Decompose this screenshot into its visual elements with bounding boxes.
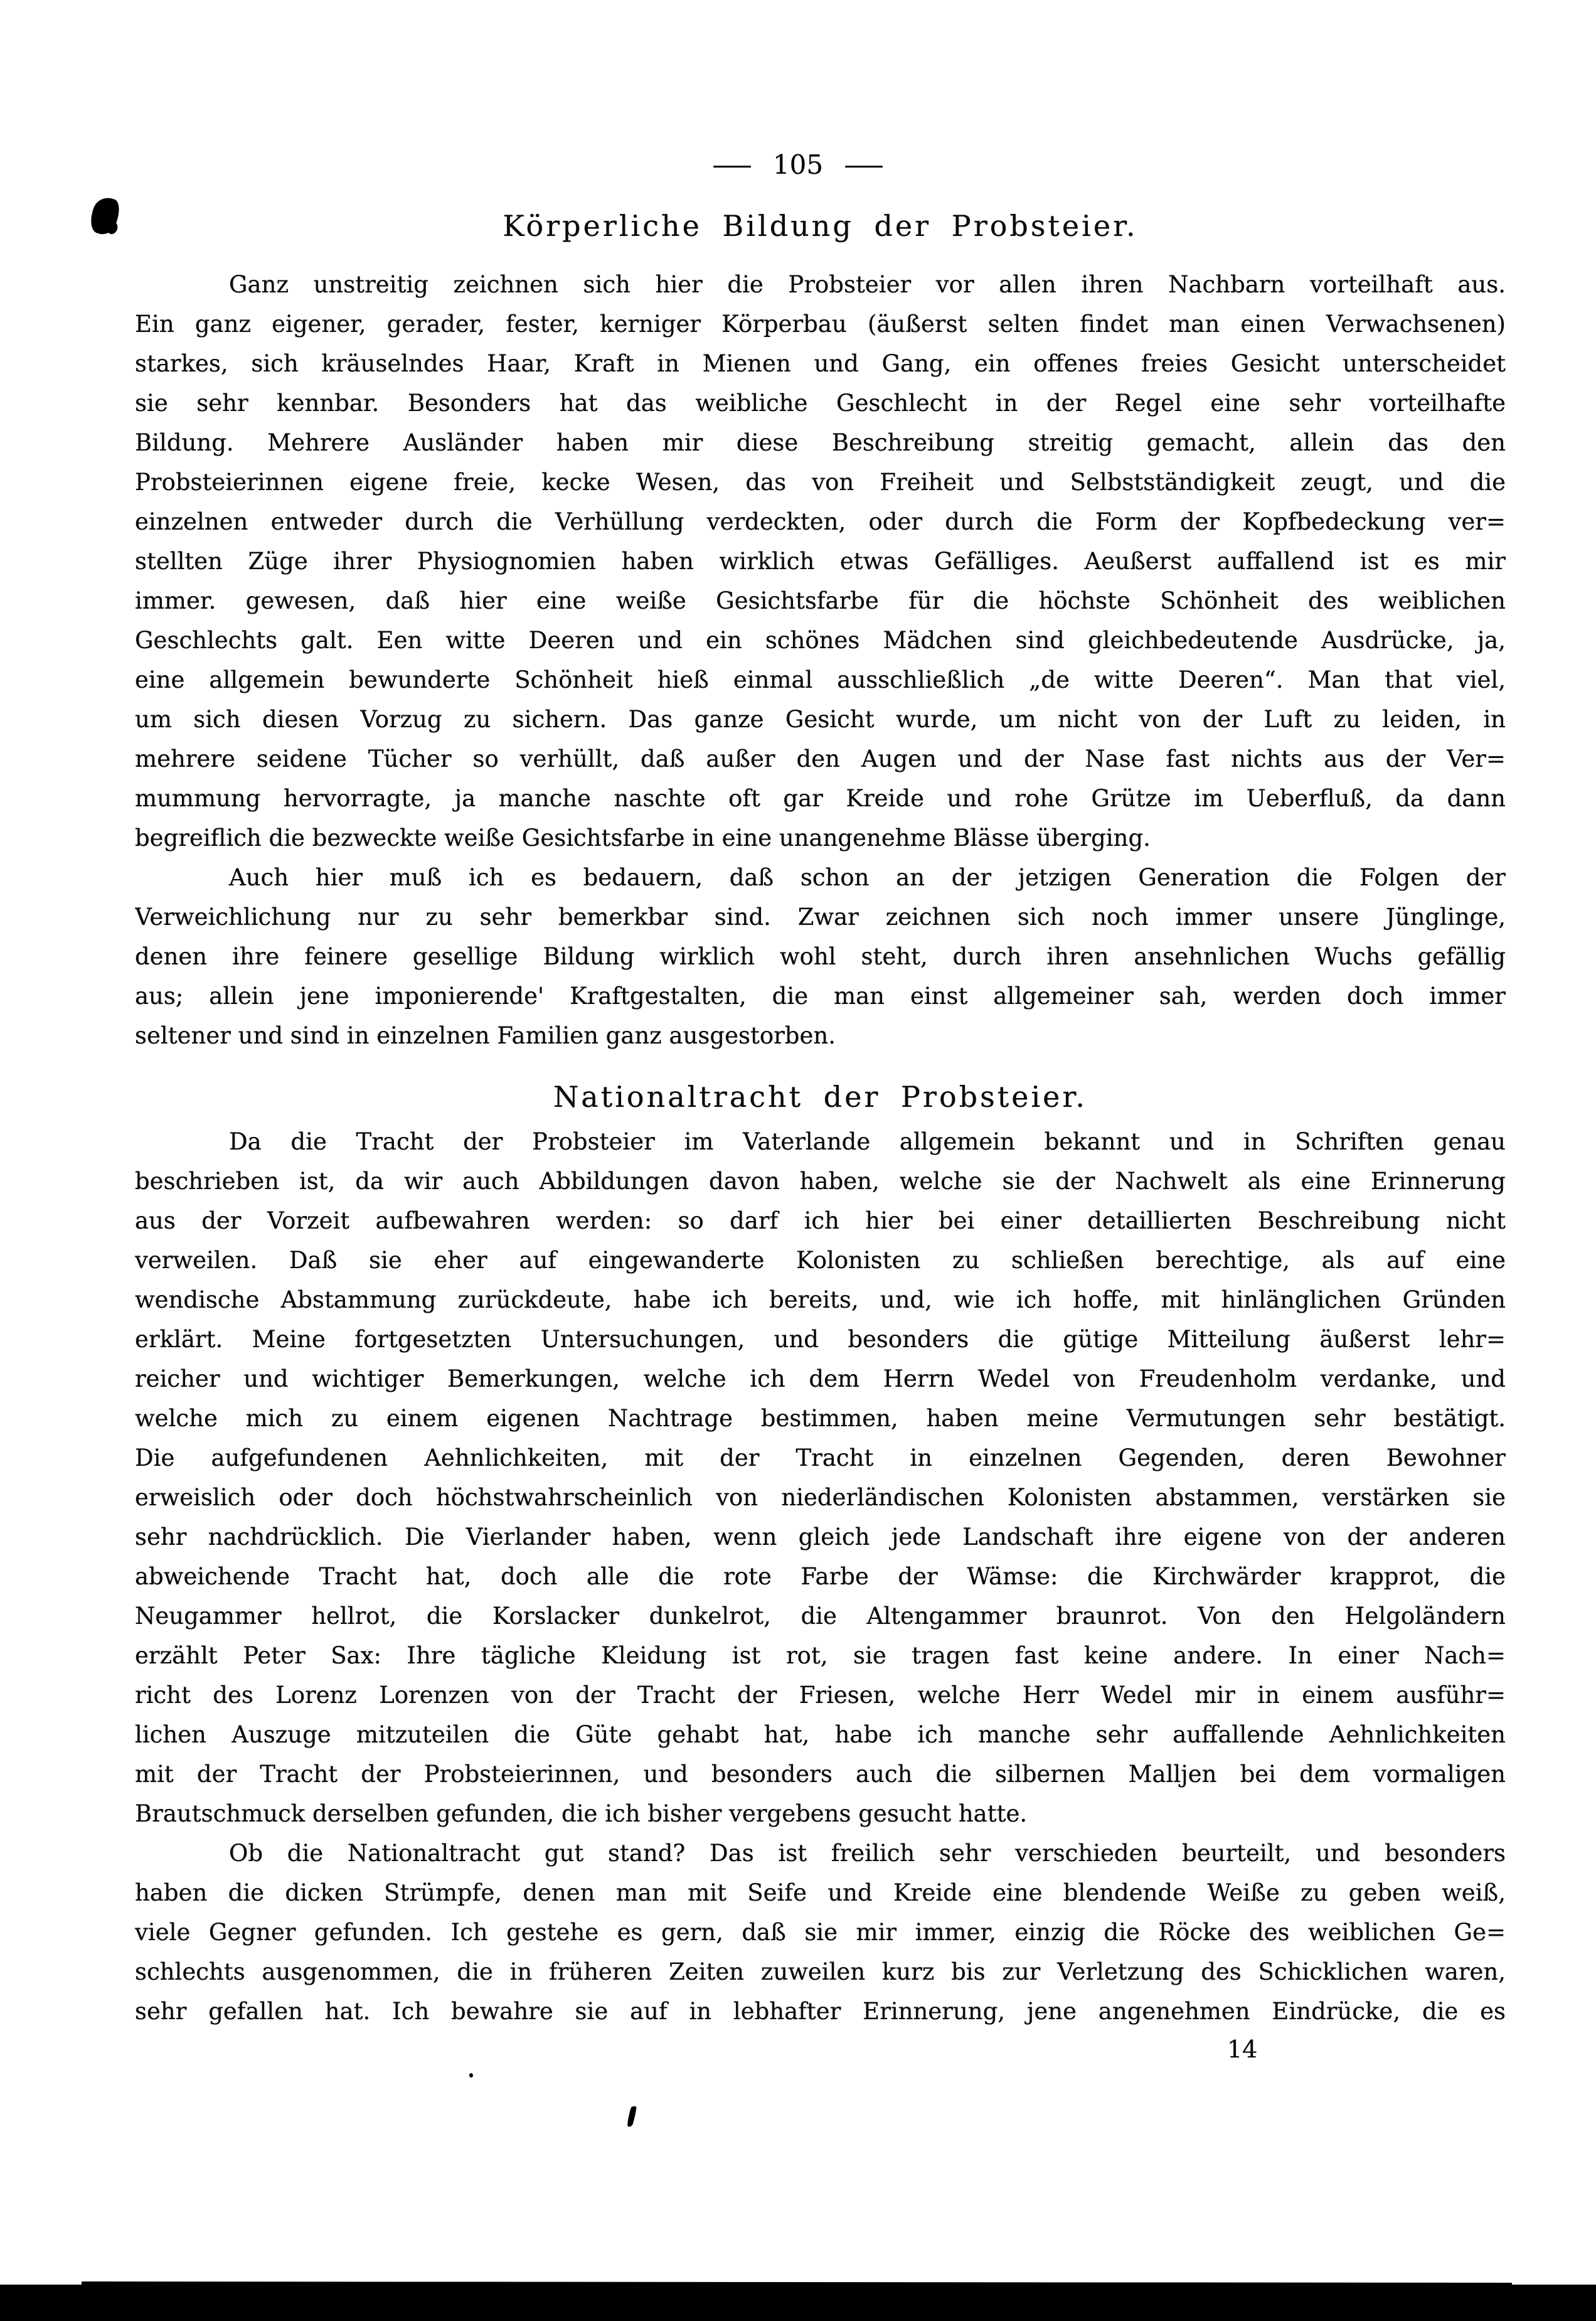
text-line: Ob die Nationaltracht gut stand? Das ist freilich sehr verschieden beurteilt, und besonders xyxy=(229,1840,1506,1867)
text-line: sie sehr kennbar. Besonders hat das weibliche Geschlecht in der Regel eine sehr vorteilhafte xyxy=(135,390,1506,417)
text-line: Verweichlichung nur zu sehr bemerkbar sind. Zwar zeichnen sich noch immer unsere Jünglinge, xyxy=(135,904,1506,931)
text-line: Probsteierinnen eigene freie, kecke Wesen, das von Freiheit und Selbstständigkeit zeugt, und die xyxy=(135,469,1506,496)
text-line: mummung hervorragte, ja manche naschte oft gar Kreide und rohe Grütze im Ueberfluß, da dann xyxy=(135,785,1506,812)
text-line: starkes, sich kräuselndes Haar, Kraft in Mienen und Gang, ein offenes freies Gesicht unterscheidet xyxy=(135,350,1506,377)
scan-speck-artifact xyxy=(469,2073,473,2078)
scan-tick-artifact xyxy=(626,2105,638,2127)
text-line: erweislich oder doch höchstwahrscheinlich von niederländischen Kolonisten abstammen, verstärken sie xyxy=(135,1484,1506,1511)
text-line: Bildung. Mehrere Ausländer haben mir diese Beschreibung streitig gemacht, allein das den xyxy=(135,429,1506,456)
paragraph-koerperliche-bildung-2 xyxy=(135,858,1506,1055)
text-line: begreiflich die bezweckte weiße Gesichtsfarbe in eine unangenehme Blässe überging. xyxy=(135,824,1151,851)
text-line: immer. gewesen, daß hier eine weiße Gesichtsfarbe für die höchste Schönheit des weiblichen xyxy=(135,587,1506,614)
paragraph-nationaltracht-2 xyxy=(135,1833,1506,2031)
paragraph-nationaltracht-1 xyxy=(135,1122,1506,1833)
text-line: sehr gefallen hat. Ich bewahre sie auf in lebhafter Erinnerung, jene angenehmen Eindrücke, die es xyxy=(135,1998,1506,2025)
text-line: abweichende Tracht hat, doch alle die rote Farbe der Wämse: die Kirchwärder krapprot, die xyxy=(135,1563,1506,1590)
text-line: sehr nachdrücklich. Die Vierlander haben, wenn gleich jede Landschaft ihre eigene von der anderen xyxy=(135,1523,1506,1550)
text-line: mehrere seidene Tücher so verhüllt, daß außer den Augen und der Nase fast nichts aus der Ver= xyxy=(135,745,1506,772)
text-line: haben die dicken Strümpfe, denen man mit Seife und Kreide eine blendende Weiße zu geben weiß, xyxy=(135,1879,1506,1906)
text-line: Die aufgefundenen Aehnlichkeiten, mit der Tracht in einzelnen Gegenden, deren Bewohner xyxy=(135,1444,1506,1471)
ink-blot-mark xyxy=(86,194,124,238)
text-line: Ein ganz eigener, gerader, fester, kerniger Körperbau (äußerst selten findet man einen Verwachsenen) xyxy=(135,311,1506,338)
scan-edge-shadow xyxy=(0,2285,1596,2321)
text-line: Ganz unstreitig zeichnen sich hier die Probsteier vor allen ihren Nachbarn vorteilhaft aus. xyxy=(229,271,1506,298)
page-number: 105 xyxy=(772,149,824,180)
text-line: welche mich zu einem eigenen Nachtrage bestimmen, haben meine Vermutungen sehr bestätigt. xyxy=(135,1405,1506,1432)
paragraph-koerperliche-bildung-1 xyxy=(135,265,1506,858)
text-line: Da die Tracht der Probsteier im Vaterlande allgemein bekannt und in Schriften genau xyxy=(229,1128,1506,1155)
text-line: denen ihre feinere gesellige Bildung wirklich wohl steht, durch ihren ansehnlichen Wuchs gefällig xyxy=(135,943,1506,970)
text-line: aus; allein jene imponierende' Kraftgestalten, die man einst allgemeiner sah, werden doch immer xyxy=(135,983,1506,1010)
text-line: Brautschmuck derselben gefunden, die ich bisher vergebens gesucht hatte. xyxy=(135,1800,1028,1827)
text-line: schlechts ausgenommen, die in früheren Zeiten zuweilen kurz bis zur Verletzung des Schicklichen waren, xyxy=(135,1958,1506,1985)
text-line: aus der Vorzeit aufbewahren werden: so darf ich hier bei einer detaillierten Beschreibung nicht xyxy=(135,1207,1506,1234)
text-line: stellten Züge ihrer Physiognomien haben wirklich etwas Gefälliges. Aeußerst auffallend ist es mir xyxy=(135,548,1506,575)
page-number-header xyxy=(0,149,1596,181)
text-line: beschrieben ist, da wir auch Abbildungen davon haben, welche sie der Nachwelt als eine Erinnerung xyxy=(135,1168,1506,1195)
text-line: erklärt. Meine fortgesetzten Untersuchungen, und besonders die gütige Mitteilung äußerst lehr= xyxy=(135,1326,1506,1353)
text-line: verweilen. Daß sie eher auf eingewanderte Kolonisten zu schließen berechtige, als auf eine xyxy=(135,1247,1506,1274)
section-heading-koerperliche-bildung: Körperliche Bildung der Probsteier. xyxy=(503,209,1138,243)
text-line: erzählt Peter Sax: Ihre tägliche Kleidung ist rot, sie tragen fast keine andere. In einer Nach= xyxy=(135,1642,1506,1669)
text-line: eine allgemein bewunderte Schönheit hieß einmal ausschließlich „de witte Deeren“. Man that viel, xyxy=(135,666,1506,693)
text-line: Neugammer hellrot, die Korslacker dunkelrot, die Altengammer braunrot. Von den Helgoländern xyxy=(135,1603,1506,1630)
text-line: viele Gegner gefunden. Ich gestehe es gern, daß sie mir immer, einzig die Röcke des weiblichen Ge= xyxy=(135,1919,1506,1946)
text-line: seltener und sind in einzelnen Familien ganz ausgestorben. xyxy=(135,1022,836,1049)
text-line: einzelnen entweder durch die Verhüllung verdeckten, oder durch die Form der Kopfbedeckung ver= xyxy=(135,508,1506,535)
section-heading-nationaltracht: Nationaltracht der Probsteier. xyxy=(553,1080,1087,1114)
text-line: mit der Tracht der Probsteierinnen, und besonders auch die silbernen Malljen bei dem vormaligen xyxy=(135,1761,1506,1788)
sheet-signature: 14 xyxy=(1227,2036,1258,2063)
text-line: um sich diesen Vorzug zu sichern. Das ganze Gesicht wurde, um nicht von der Luft zu leiden, in xyxy=(135,706,1506,733)
text-column xyxy=(135,208,1506,2031)
text-line: Geschlechts galt. Een witte Deeren und ein schönes Mädchen sind gleichbedeutende Ausdrücke, ja, xyxy=(135,627,1506,654)
text-line: richt des Lorenz Lorenzen von der Tracht der Friesen, welche Herr Wedel mir in einem ausführ= xyxy=(135,1682,1506,1709)
header-right-dash: — xyxy=(843,149,885,180)
text-line: reicher und wichtiger Bemerkungen, welche ich dem Herrn Wedel von Freudenholm verdanke, und xyxy=(135,1365,1506,1392)
text-line: Auch hier muß ich es bedauern, daß schon an der jetzigen Generation die Folgen der xyxy=(229,864,1506,891)
text-line: lichen Auszuge mitzuteilen die Güte gehabt hat, habe ich manche sehr auffallende Aehnlichkeiten xyxy=(135,1721,1506,1748)
header-left-dash: — xyxy=(711,149,753,180)
text-line: wendische Abstammung zurückdeute, habe ich bereits, und, wie ich hoffe, mit hinlänglichen Gründen xyxy=(135,1286,1506,1313)
